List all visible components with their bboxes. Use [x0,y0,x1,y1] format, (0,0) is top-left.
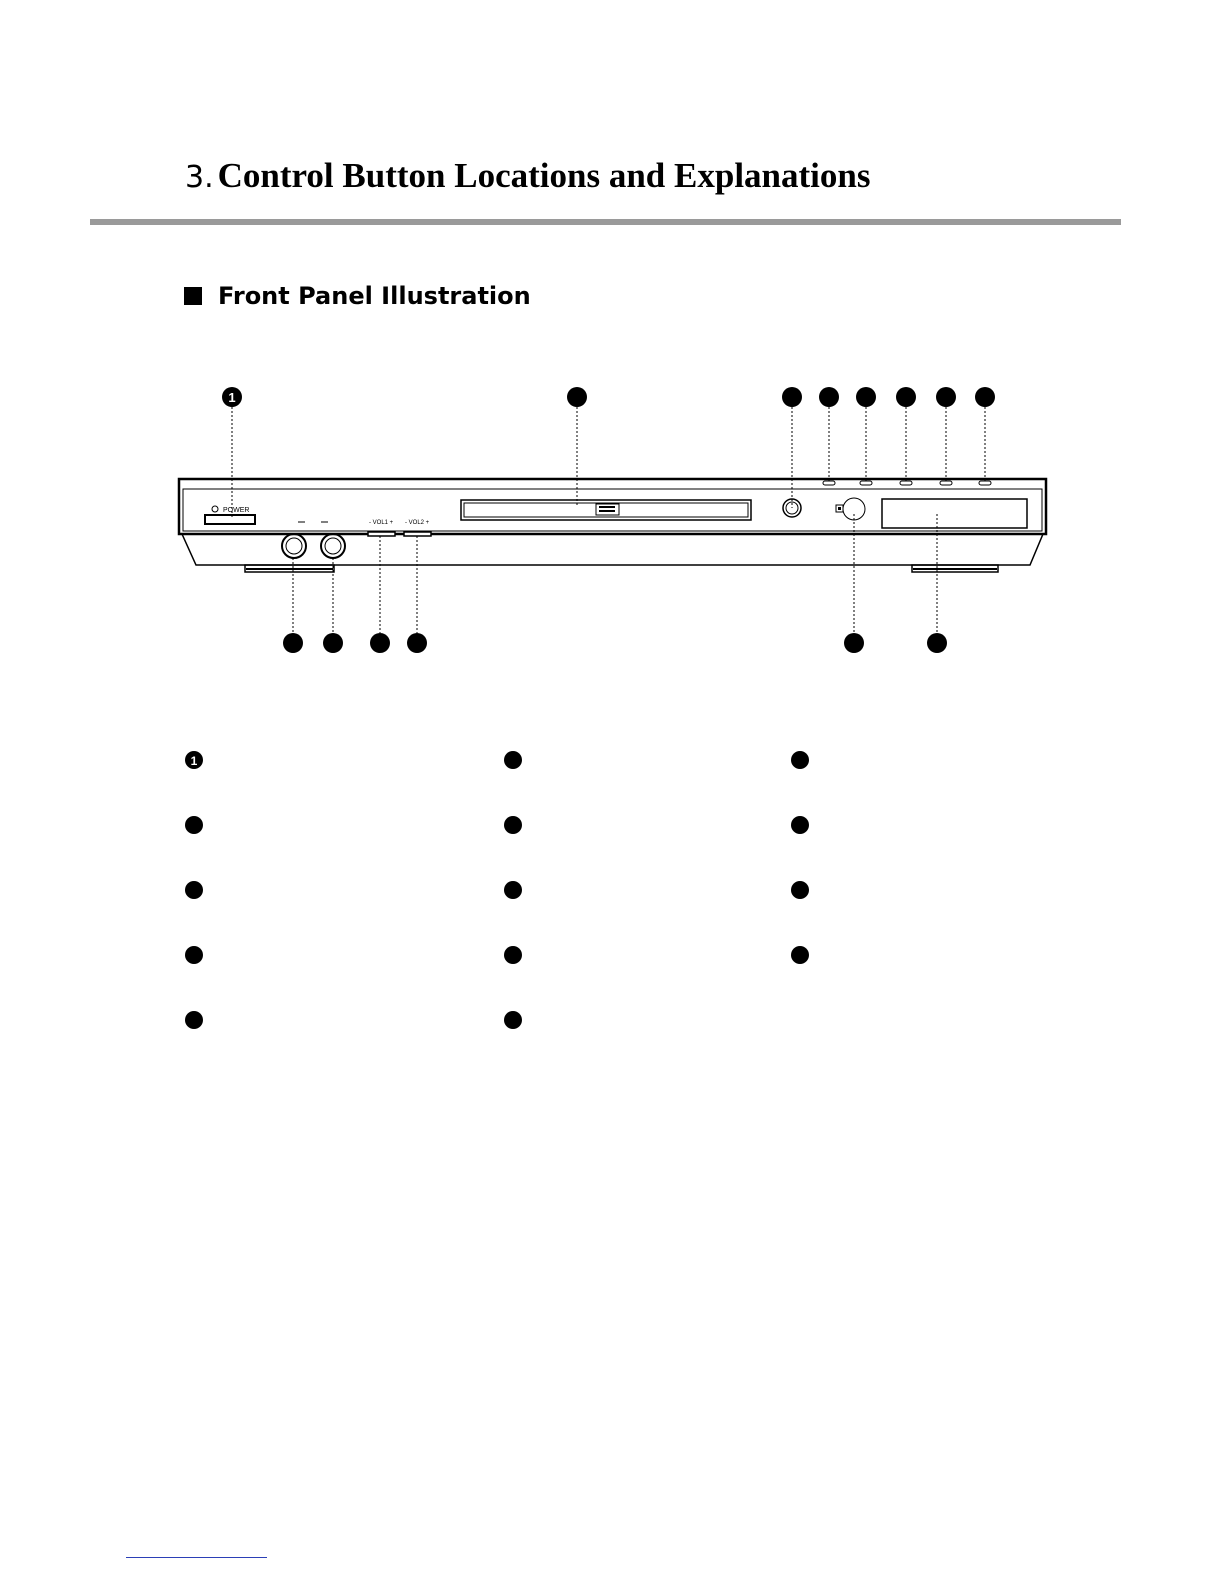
callout-1-number: 1 [228,390,236,405]
callout-remote-sensor [844,633,864,653]
dvd-player-body [179,479,1046,572]
disc-tray [461,500,751,520]
vol2-label: - VOL2 + [405,520,430,526]
callout-mic-2 [323,633,343,653]
callout-button-a [819,387,839,407]
callout-markers-top [222,387,995,407]
callout-button-e [975,387,995,407]
leader-lines-top [232,407,985,519]
callout-vol-1 [370,633,390,653]
callout-markers-bottom [283,633,947,653]
callout-vol-2 [407,633,427,653]
display-window [882,499,1027,528]
title-number: 3. [185,160,214,195]
vol1-label: - VOL1 + [369,520,394,526]
remote-sensor [836,498,865,520]
mic-jacks [282,522,345,558]
power-label: POWER [223,507,250,514]
legend-marker-1-number: 1 [190,754,198,768]
callout-display [927,633,947,653]
callout-mic-1 [283,633,303,653]
callout-button-b [856,387,876,407]
section-title: Front Panel Illustration [218,282,531,310]
callout-open-close [782,387,802,407]
callout-button-d [936,387,956,407]
legend-markers [185,751,809,1029]
callout-disc-tray [567,387,587,407]
callout-button-c [896,387,916,407]
top-buttons [823,481,991,485]
title-text: Control Button Locations and Explanations [217,156,871,195]
power-button [205,506,255,524]
footer-rule [126,1557,267,1558]
